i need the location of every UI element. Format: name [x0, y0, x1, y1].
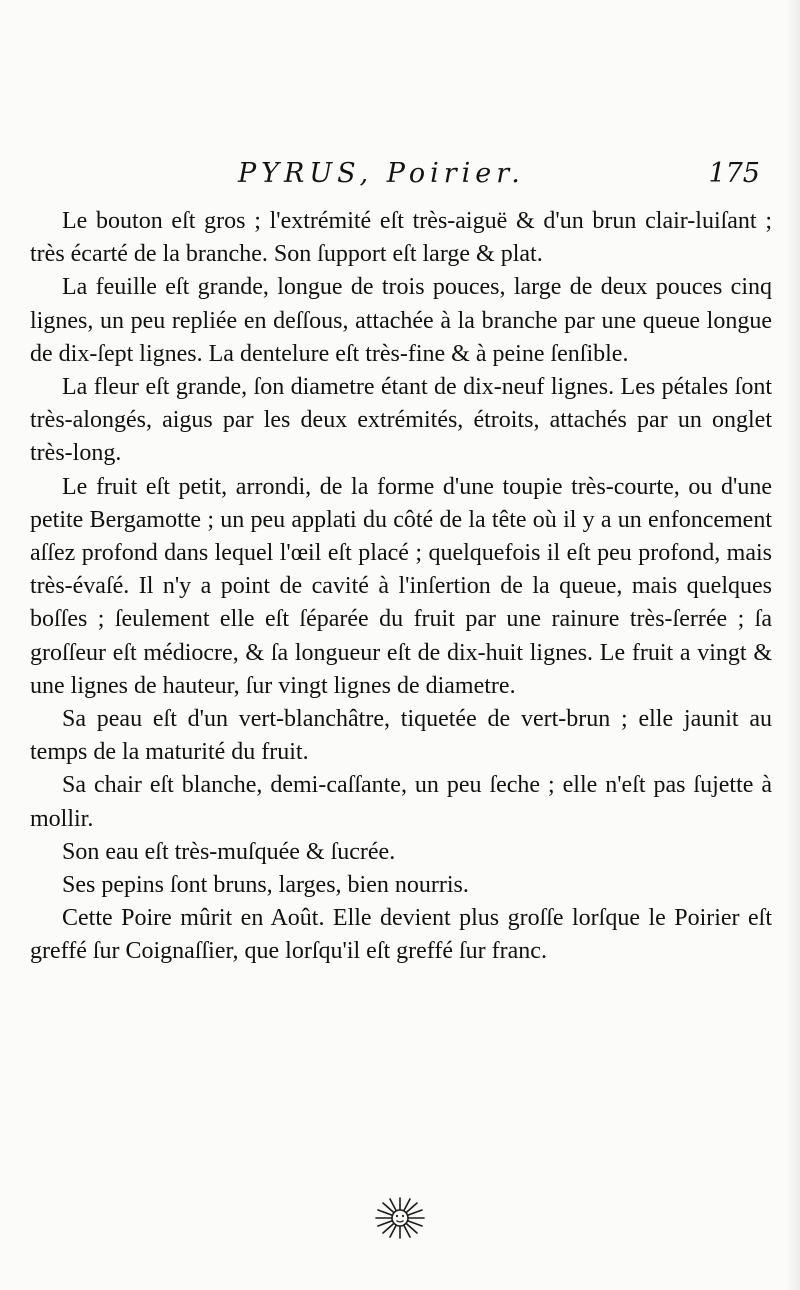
page-edge-shadow	[786, 0, 800, 1290]
running-title: PYRUS, Poirier.	[238, 158, 525, 189]
paragraph-ripening: Cette Poire mûrit en Août. Elle devient plus groſſe lorſque le Poirier eſt greffé ſur Coignaſſier, que lorſqu'il eſt greffé ſur franc.	[30, 905, 772, 965]
page-number: 175	[708, 158, 760, 189]
paragraph-flesh: Sa chair eſt blanche, demi-caſſante, un peu ſeche ; elle n'eſt pas ſujette à mollir.	[30, 772, 772, 832]
paragraph-leaf: La feuille eſt grande, longue de trois pouces, large de deux pouces cinq lignes, un peu repliée en deſſous, attachée à la branche par une queue longue de dix-ſept lignes. La dentelure eſt très-fine & à peine ſenſible.	[30, 274, 772, 367]
paragraph-juice: Son eau eſt très-muſquée & ſucrée.	[62, 838, 396, 865]
body-text	[30, 205, 772, 969]
paragraph-fruit: Le fruit eſt petit, arrondi, de la forme d'une toupie très-courte, ou d'une petite Bergamotte ; un peu applati du côté de la tête où il y a un enfoncement aſſez profond dans lequel l'œil eſt placé ; quelquefois il eſt peu profond, mais très-évaſé. Il n'y a point de cavité à l'inſertion de la queue, mais quelques boſſes ; ſeulement elle eſt ſéparée du fruit par une rainure très-ſerrée ; ſa groſſeur eſt médiocre, & ſa longueur eſt de dix-huit lignes. Le fruit a vingt & une lignes de hauteur, ſur vingt lignes de diametre.	[30, 473, 772, 699]
paragraph-flower: La fleur eſt grande, ſon diametre étant de dix-neuf lignes. Les pétales ſont très-alongés, aigus par les deux extrémités, étroits, attachés par un onglet très-long.	[30, 374, 772, 467]
paragraph-seeds: Ses pepins ſont bruns, larges, bien nourris.	[62, 872, 469, 899]
paragraph-bud: Le bouton eſt gros ; l'extrémité eſt très-aiguë & d'un brun clair-luiſant ; très écarté de la branche. Son ſupport eſt large & plat.	[30, 208, 772, 268]
paragraph-skin: Sa peau eſt d'un vert-blanchâtre, tiquetée de vert-brun ; elle jaunit au temps de la maturité du fruit.	[30, 706, 772, 766]
sunburst-face-ornament-icon	[372, 1196, 428, 1240]
page-header	[238, 158, 760, 198]
